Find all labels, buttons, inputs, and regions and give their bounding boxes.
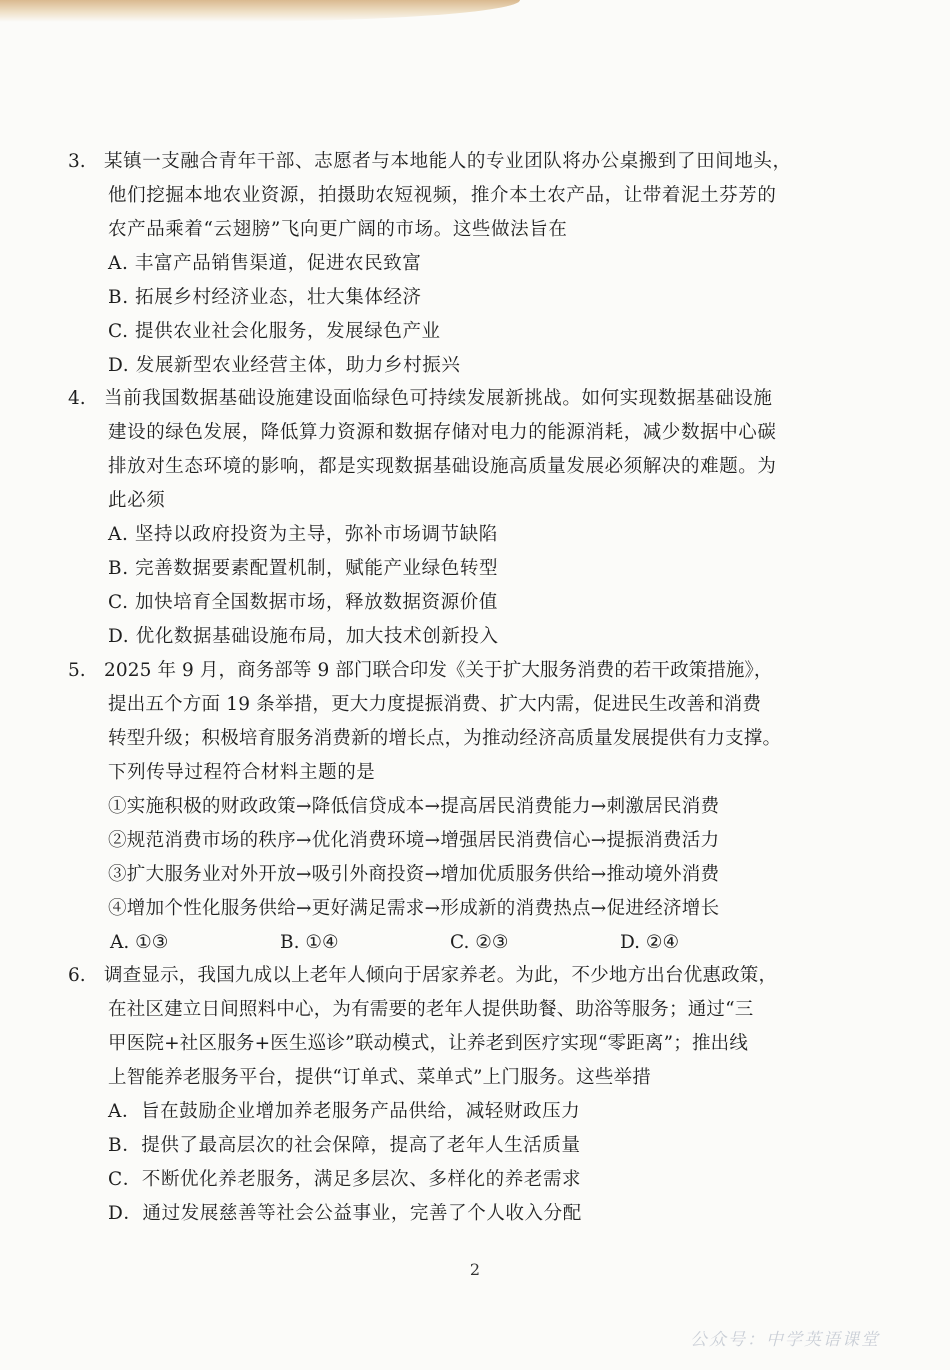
stem-line: 甲医院+社区服务+医生巡诊”联动模式，让养老到医疗实现“零距离”；推出线 (108, 1033, 749, 1054)
stem-line: 调查显示，我国九成以上老年人倾向于居家养老。为此，不少地方出台优惠政策， (104, 965, 778, 986)
option-c: C. ②③ (450, 932, 509, 953)
watermark: 公众号：中学英语课堂 (690, 1330, 880, 1350)
option-d: D．通过发展慈善等社会公益事业，完善了个人收入分配 (108, 1203, 582, 1224)
statement-4: ④增加个性化服务供给→更好满足需求→形成新的消费热点→促进经济增长 (108, 898, 720, 919)
option-d: D. 发展新型农业经营主体，助力乡村振兴 (108, 355, 461, 376)
page-edge-shadow (0, 0, 520, 22)
option-a: A. 坚持以政府投资为主导，弥补市场调节缺陷 (108, 524, 498, 545)
statement-3: ③扩大服务业对外开放→吸引外商投资→增加优质服务供给→推动境外消费 (108, 864, 720, 885)
stem-line: 此必须 (108, 490, 166, 511)
stem-line: 当前我国数据基础设施建设面临绿色可持续发展新挑战。如何实现数据基础设施 (104, 388, 773, 409)
statement-1: ①实施积极的财政政策→降低信贷成本→提高居民消费能力→刺激居民消费 (108, 796, 720, 817)
stem-line: 排放对生态环境的影响，都是实现数据基础设施高质量发展必须解决的难题。为 (108, 456, 777, 477)
stem-line: 2025 年 9 月，商务部等 9 部门联合印发《关于扩大服务消费的若干政策措施》， (104, 660, 773, 681)
option-c: C. 加快培育全国数据市场，释放数据资源价值 (108, 592, 498, 613)
question-number: 6. (68, 965, 86, 986)
option-a: A. 丰富产品销售渠道，促进农民致富 (108, 253, 422, 274)
page-number: 2 (469, 1260, 481, 1279)
option-c: C．不断优化养老服务，满足多层次、多样化的养老需求 (108, 1169, 582, 1190)
option-a: A. ①③ (110, 932, 169, 953)
stem-line: 建设的绿色发展，降低算力资源和数据存储对电力的能源消耗，减少数据中心碳 (108, 422, 777, 443)
option-d: D. ②④ (620, 932, 680, 953)
stem-line: 转型升级；积极培育服务消费新的增长点，为推动经济高质量发展提供有力支撑。 (108, 728, 782, 749)
stem-line: 某镇一支融合青年干部、志愿者与本地能人的专业团队将办公桌搬到了田间地头， (104, 151, 792, 172)
option-b: B．提供了最高层次的社会保障，提高了老年人生活质量 (108, 1135, 581, 1156)
option-b: B. 拓展乡村经济业态，壮大集体经济 (108, 287, 422, 308)
option-b: B. ①④ (280, 932, 339, 953)
question-number: 4. (68, 388, 86, 409)
stem-line: 下列传导过程符合材料主题的是 (108, 762, 376, 783)
stem-line: 上智能养老服务平台，提供“订单式、菜单式”上门服务。这些举措 (108, 1067, 651, 1088)
option-a: A．旨在鼓励企业增加养老服务产品供给，减轻财政压力 (108, 1101, 581, 1122)
statement-2: ②规范消费市场的秩序→优化消费环境→增强居民消费信心→提振消费活力 (108, 830, 720, 851)
option-c: C. 提供农业社会化服务，发展绿色产业 (108, 321, 441, 342)
question-number: 3. (68, 151, 86, 172)
stem-line: 农产品乘着“云翅膀”飞向更广阔的市场。这些做法旨在 (108, 219, 568, 240)
option-d: D. 优化数据基础设施布局，加大技术创新投入 (108, 626, 499, 647)
stem-line: 他们挖掘本地农业资源，拍摄助农短视频，推介本土农产品，让带着泥土芬芳的 (108, 185, 777, 206)
question-number: 5. (68, 660, 86, 681)
stem-line: 提出五个方面 19 条举措，更大力度提振消费、扩大内需，促进民生改善和消费 (108, 694, 762, 715)
stem-line: 在社区建立日间照料中心，为有需要的老年人提供助餐、助浴等服务；通过“三 (108, 999, 754, 1020)
option-b: B. 完善数据要素配置机制，赋能产业绿色转型 (108, 558, 499, 579)
